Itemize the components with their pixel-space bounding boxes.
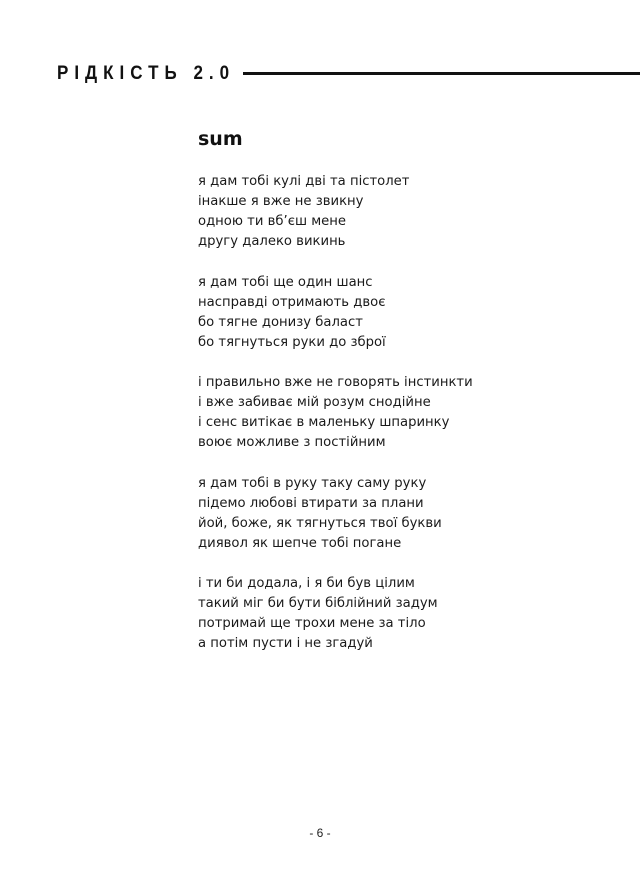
stanza-3: [198, 373, 578, 453]
poem-line: і правильно вже не говорять інстинкти: [198, 375, 473, 390]
poem-line: я дам тобі в руку таку саму руку: [198, 475, 427, 491]
poem-line: і вже забиває мій розум снодійне: [198, 395, 431, 410]
poem-line: насправді отримають двоє: [198, 294, 386, 310]
page-number: - 6 -: [309, 826, 331, 840]
poem-line: йой, боже, як тягнуться твої букви: [198, 515, 442, 531]
poem-line: такий міг би бути біблійний задум: [198, 596, 438, 611]
poem-line: одною ти вб’єш мене: [198, 214, 347, 229]
poem-line: бо тягнуться руки до зброї: [198, 334, 386, 350]
poem-line: і ти би додала, і я би був цілим: [198, 576, 415, 591]
poem-line: воює можливе з постійним: [198, 435, 386, 450]
stanza-1: [198, 172, 578, 252]
poem-line: підемо любові втирати за плани: [198, 495, 424, 511]
stanza-5: [198, 574, 578, 654]
book-title: РІДКІСТЬ 2.0: [57, 61, 236, 84]
poem-line: другу далеко викинь: [198, 234, 346, 249]
poem-line: і сенс витікає в маленьку шпаринку: [198, 415, 450, 430]
stanza-4: [198, 474, 578, 554]
poem: [198, 128, 578, 675]
poem-line: інакше я вже не звикну: [198, 194, 364, 209]
poem-line: диявол як шепче тобі погане: [198, 535, 402, 551]
poem-line: потримай ще трохи мене за тіло: [198, 616, 426, 631]
poem-line: я дам тобі ще один шанс: [198, 274, 373, 290]
header-rule: [243, 72, 640, 75]
poem-title: sum: [198, 128, 243, 150]
running-header: [57, 60, 640, 86]
stanza-2: [198, 273, 578, 353]
poem-line: а потім пусти і не згадуй: [198, 636, 373, 651]
poem-line: бо тягне донизу баласт: [198, 314, 363, 330]
poem-line: я дам тобі кулі дві та пістолет: [198, 174, 410, 189]
